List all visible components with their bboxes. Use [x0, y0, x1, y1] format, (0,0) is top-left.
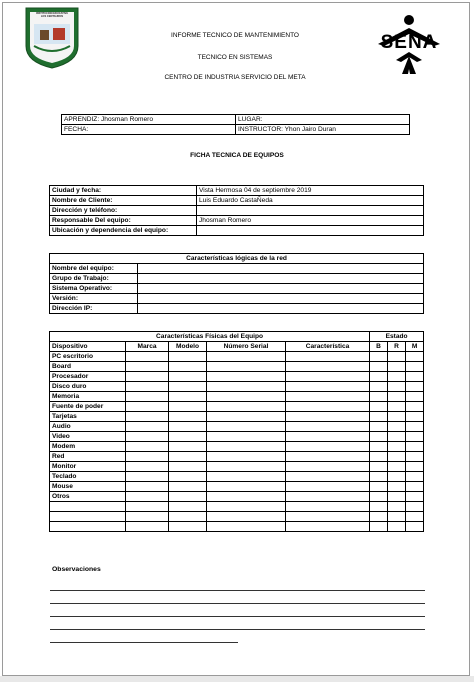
table-row [50, 512, 424, 522]
table-row [50, 502, 424, 512]
sena-logo-text: SENA [380, 32, 438, 53]
table-cell [388, 352, 406, 362]
table-cell [388, 482, 406, 492]
device-name: PC escritorio [50, 352, 126, 362]
table-cell [126, 462, 169, 472]
table-cell [126, 392, 169, 402]
logical-row [50, 264, 424, 274]
table-cell [126, 372, 169, 382]
logical-value [138, 304, 424, 314]
table-cell [207, 492, 286, 502]
table-cell [388, 362, 406, 372]
table-cell [406, 522, 424, 532]
client-table [49, 185, 424, 236]
fecha-cell: FECHA: [62, 125, 236, 135]
table-cell [370, 482, 388, 492]
client-label: Dirección y teléfono: [50, 206, 197, 216]
table-cell [370, 422, 388, 432]
device-name: Otros [50, 492, 126, 502]
bottom-bar [0, 676, 474, 682]
program-title: TECNICO EN SISTEMAS [197, 54, 273, 61]
table-cell [286, 432, 370, 442]
logical-value [138, 264, 424, 274]
table-cell [126, 402, 169, 412]
table-cell [286, 362, 370, 372]
table-cell [388, 492, 406, 502]
instructor-cell: INSTRUCTOR: Yhon Jairo Duran [236, 125, 410, 135]
table-cell [126, 362, 169, 372]
sena-logo [368, 14, 450, 76]
ficha-title: FICHA TECNICA DE EQUIPOS [190, 152, 284, 159]
table-cell [126, 422, 169, 432]
table-cell [406, 352, 424, 362]
table-cell [370, 402, 388, 412]
table-cell [406, 512, 424, 522]
device-name: Procesador [50, 372, 126, 382]
table-cell [406, 392, 424, 402]
table-cell [286, 412, 370, 422]
center-title: CENTRO DE INDUSTRIA SERVICIO DEL META [164, 74, 306, 81]
table-cell [126, 432, 169, 442]
table-cell [370, 472, 388, 482]
table-cell [370, 432, 388, 442]
table-row [50, 402, 424, 412]
column-header: M [406, 342, 424, 352]
table-cell [207, 462, 286, 472]
observaciones-line-1 [50, 590, 425, 591]
device-name [50, 502, 126, 512]
table-cell [370, 392, 388, 402]
table-cell [388, 422, 406, 432]
table-row [50, 452, 424, 462]
table-cell [286, 472, 370, 482]
logical-value [138, 284, 424, 294]
table-cell [286, 352, 370, 362]
table-cell [286, 512, 370, 522]
table-cell [370, 372, 388, 382]
device-name: Red [50, 452, 126, 462]
table-cell [388, 392, 406, 402]
table-cell [286, 422, 370, 432]
table-cell [207, 472, 286, 482]
table-row [50, 412, 424, 422]
client-label: Ubicación y dependencia del equipo: [50, 226, 197, 236]
aprendiz-cell: APRENDIZ: Jhosman Romero [62, 115, 236, 125]
table-cell [169, 352, 207, 362]
column-header: Número Serial [207, 342, 286, 352]
table-cell [370, 522, 388, 532]
table-cell [370, 362, 388, 372]
logical-value [138, 274, 424, 284]
report-title: INFORME TECNICO DE MANTENIMIENTO [171, 32, 299, 39]
table-cell [207, 482, 286, 492]
table-cell [370, 452, 388, 462]
observaciones-line-5 [50, 642, 238, 643]
logical-value [138, 294, 424, 304]
logical-label: Dirección IP: [50, 304, 138, 314]
table-cell [406, 452, 424, 462]
table-row [50, 352, 424, 362]
client-label: Nombre de Cliente: [50, 196, 197, 206]
table-cell [169, 452, 207, 462]
table-cell [388, 442, 406, 452]
table-cell [169, 372, 207, 382]
table-cell [286, 492, 370, 502]
logical-row [50, 304, 424, 314]
table-cell [370, 352, 388, 362]
physical-header-row [50, 342, 424, 352]
device-name: Memoria [50, 392, 126, 402]
device-name: Teclado [50, 472, 126, 482]
table-row [50, 432, 424, 442]
table-row [50, 522, 424, 532]
device-name [50, 522, 126, 532]
device-name: Modem [50, 442, 126, 452]
table-cell [207, 502, 286, 512]
table-cell [207, 522, 286, 532]
table-cell [126, 512, 169, 522]
table-cell [406, 442, 424, 452]
table-cell [207, 352, 286, 362]
top-info-table [61, 114, 410, 135]
table-row [50, 462, 424, 472]
logical-row [50, 274, 424, 284]
device-name: Tarjetas [50, 412, 126, 422]
table-cell [126, 452, 169, 462]
table-cell [388, 452, 406, 462]
table-cell [388, 432, 406, 442]
table-cell [169, 402, 207, 412]
table-cell [406, 382, 424, 392]
table-cell [207, 422, 286, 432]
table-cell [388, 472, 406, 482]
table-cell [388, 522, 406, 532]
table-row [50, 362, 424, 372]
table-cell [370, 462, 388, 472]
table-cell [286, 462, 370, 472]
table-row [50, 422, 424, 432]
observaciones-label: Observaciones [52, 566, 101, 573]
table-cell [126, 352, 169, 362]
table-cell [169, 502, 207, 512]
table-cell [169, 362, 207, 372]
observaciones-line-2 [50, 603, 425, 604]
client-value [197, 226, 424, 236]
client-row [50, 196, 424, 206]
device-name: Mouse [50, 482, 126, 492]
client-row [50, 226, 424, 236]
table-cell [388, 502, 406, 512]
table-cell [126, 502, 169, 512]
table-cell [406, 362, 424, 372]
table-cell [286, 402, 370, 412]
table-cell [207, 362, 286, 372]
device-name: Disco duro [50, 382, 126, 392]
table-cell [169, 392, 207, 402]
client-row [50, 216, 424, 226]
column-header: Marca [126, 342, 169, 352]
table-cell [370, 442, 388, 452]
table-cell [126, 492, 169, 502]
table-cell [169, 462, 207, 472]
table-cell [406, 422, 424, 432]
physical-title: Características Físicas del Equipo [50, 332, 370, 342]
column-header: R [388, 342, 406, 352]
table-cell [286, 522, 370, 532]
device-name [50, 512, 126, 522]
table-cell [286, 372, 370, 382]
table-cell [169, 522, 207, 532]
table-cell [169, 432, 207, 442]
table-cell [286, 442, 370, 452]
client-row [50, 206, 424, 216]
table-cell [169, 422, 207, 432]
table-cell [388, 382, 406, 392]
logical-row [50, 294, 424, 304]
client-value: Jhosman Romero [197, 216, 424, 226]
client-value: Vista Hermosa 04 de septiembre 2019 [197, 186, 424, 196]
table-row [50, 392, 424, 402]
table-cell [126, 382, 169, 392]
device-name: Audio [50, 422, 126, 432]
table-cell [207, 372, 286, 382]
table-cell [406, 502, 424, 512]
table-cell [370, 502, 388, 512]
table-cell [370, 492, 388, 502]
logical-label: Versión: [50, 294, 138, 304]
table-cell [169, 472, 207, 482]
logical-row [50, 284, 424, 294]
estado-header: Estado [370, 332, 424, 342]
table-cell [370, 512, 388, 522]
table-row [50, 482, 424, 492]
table-cell [406, 402, 424, 412]
table-cell [169, 442, 207, 452]
table-cell [207, 432, 286, 442]
table-cell [388, 412, 406, 422]
table-cell [406, 472, 424, 482]
table-cell [207, 412, 286, 422]
column-header: B [370, 342, 388, 352]
column-header: Modelo [169, 342, 207, 352]
table-cell [286, 392, 370, 402]
table-cell [406, 412, 424, 422]
table-cell [126, 412, 169, 422]
client-value [197, 206, 424, 216]
observaciones-line-4 [50, 629, 425, 630]
logical-label: Grupo de Trabajo: [50, 274, 138, 284]
table-cell [207, 442, 286, 452]
table-cell [169, 492, 207, 502]
table-cell [370, 412, 388, 422]
table-row [50, 492, 424, 502]
school-seal-text: INSTITUCIÓN EDUCATIVA LOS CENTAUROS [35, 12, 69, 18]
lugar-cell: LUGAR: [236, 115, 410, 125]
table-cell [286, 382, 370, 392]
client-value: Luis Eduardo CastaÑeda [197, 196, 424, 206]
table-cell [126, 522, 169, 532]
table-cell [406, 432, 424, 442]
table-cell [126, 442, 169, 452]
table-cell [388, 512, 406, 522]
table-cell [169, 412, 207, 422]
table-cell [207, 402, 286, 412]
table-row [50, 442, 424, 452]
device-name: Video [50, 432, 126, 442]
device-name: Fuente de poder [50, 402, 126, 412]
table-cell [388, 402, 406, 412]
table-cell [370, 382, 388, 392]
table-cell [169, 482, 207, 492]
table-cell [286, 502, 370, 512]
table-cell [169, 512, 207, 522]
client-label: Ciudad y fecha: [50, 186, 197, 196]
device-name: Board [50, 362, 126, 372]
table-cell [286, 452, 370, 462]
logical-title: Características lógicas de la red [50, 254, 424, 264]
logical-label: Sistema Operativo: [50, 284, 138, 294]
table-cell [406, 462, 424, 472]
table-cell [207, 392, 286, 402]
table-cell [126, 482, 169, 492]
client-row [50, 186, 424, 196]
table-cell [388, 462, 406, 472]
table-cell [388, 372, 406, 382]
table-cell [207, 452, 286, 462]
device-name: Monitor [50, 462, 126, 472]
table-row [50, 382, 424, 392]
table-cell [169, 382, 207, 392]
table-cell [126, 472, 169, 482]
table-cell [207, 382, 286, 392]
table-cell [406, 482, 424, 492]
table-cell [406, 372, 424, 382]
table-cell [286, 482, 370, 492]
client-label: Responsable Del equipo: [50, 216, 197, 226]
logical-label: Nombre del equipo: [50, 264, 138, 274]
table-row [50, 372, 424, 382]
physical-table [49, 331, 424, 532]
logical-table [49, 253, 424, 314]
table-cell [207, 512, 286, 522]
table-cell [406, 492, 424, 502]
column-header: Dispositivo [50, 342, 126, 352]
column-header: Característica [286, 342, 370, 352]
observaciones-line-3 [50, 616, 425, 617]
school-logo [22, 6, 82, 70]
table-row [50, 472, 424, 482]
